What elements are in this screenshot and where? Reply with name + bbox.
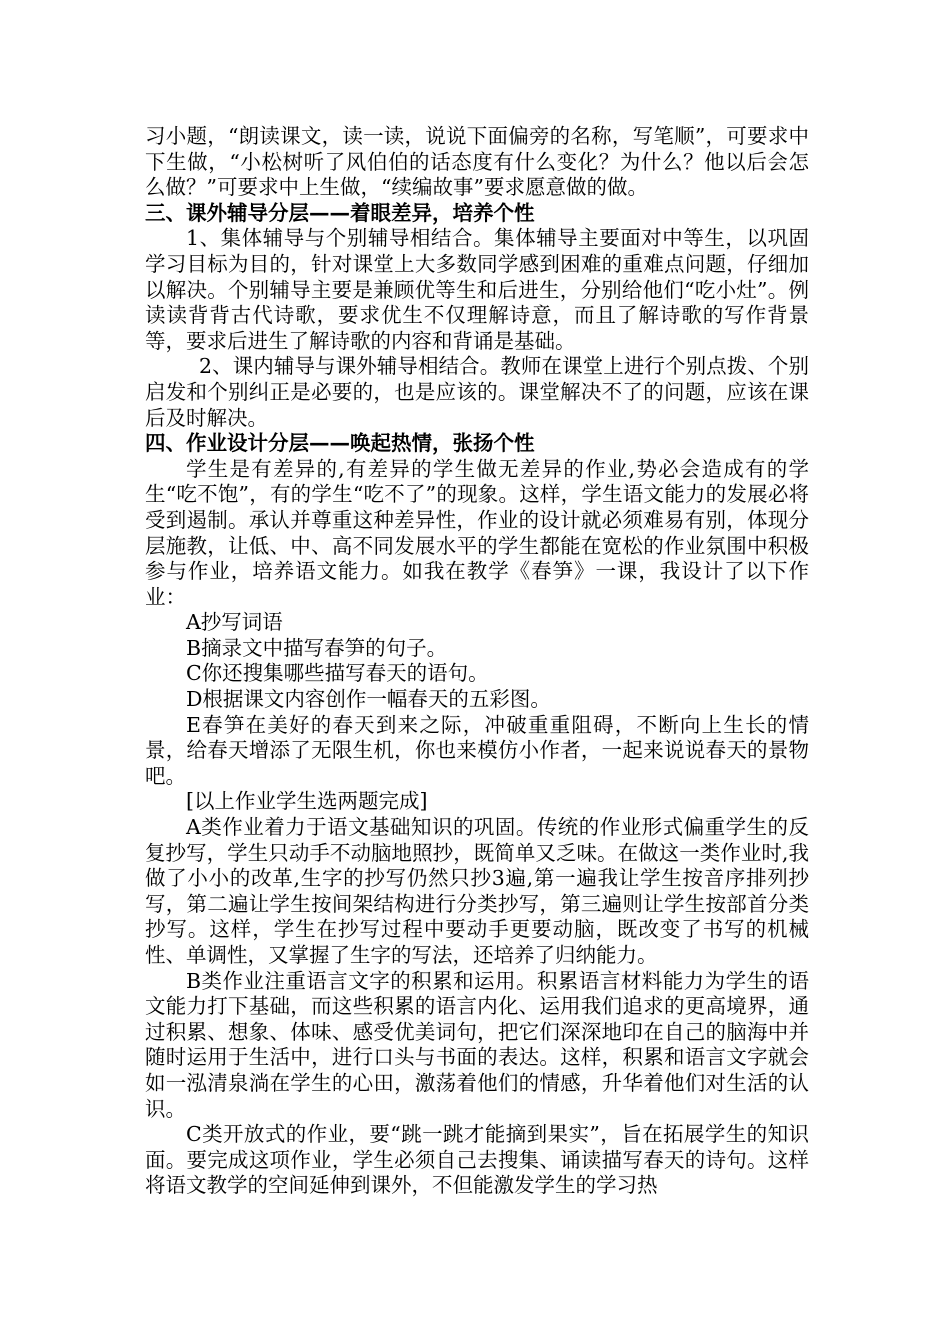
section-heading-3: 三、课外辅导分层——着眼差异，培养个性 <box>145 200 535 225</box>
paragraph-type-b: B类作业注重语言文字的积累和运用。积累语言材料能力为学生的语文能力打下基础，而这些积累的语言内化、运用我们追求的更高境界，通过积累、想象、体味、感受优美词句，把它们深深地印在自己的脑海中并随时运用于生活中，进行口头与书面的表达。这样，积累和语言文字就会如一泓清泉淌在学生的心田，激荡着他们的情感，升华着他们对生活的认识。 <box>145 968 809 1121</box>
homework-note: [以上作业学生选两题完成] <box>186 789 428 814</box>
paragraph-in-class-tutoring: 2、课内辅导与课外辅导相结合。教师在课堂上进行个别点拨、个别启发和个别纠正是必要的，也是应该的。课堂解决不了的问题，应该在课后及时解决。 <box>145 354 809 430</box>
paragraph-type-a: A类作业着力于语文基础知识的巩固。传统的作业形式偏重学生的反复抄写，学生只动手不动脑地照抄，既简单又乏味。在做这一类作业时,我做了小小的改革,生字的抄写仍然只抄3遍,第一遍我让学生按音序排列抄写，第二遍让学生按间架结构进行分类抄写，第三遍则让学生按部首分类抄写。这样，学生在抄写过程中要动手更要动脑，既改变了书写的机械性、单调性，又掌握了生字的写法，还培养了归纳能力。 <box>145 815 809 967</box>
homework-item-e: E春笋在美好的春天到来之际，冲破重重阻碍，不断向上生长的情景，给春天增添了无限生机，你也来模仿小作者，一起来说说春天的景物吧。 <box>145 712 809 788</box>
paragraph-group-tutoring: 1、集体辅导与个别辅导相结合。集体辅导主要面对中等生，以巩固学习目标为目的，针对课堂上大多数同学感到困难的重难点问题，仔细加以解决。个别辅导主要是兼顾优等生和后进生，分别给他们“吃小灶”。例读读背背古代诗歌，要求优生不仅理解诗意，而且了解诗歌的写作背景等，要求后进生了解诗歌的内容和背诵是基础。 <box>145 226 809 353</box>
paragraph-homework-intro: 学生是有差异的,有差异的学生做无差异的作业,势必会造成有的学生“吃不饱”，有的学生“吃不了”的现象。这样，学生语文能力的发展必将受到遏制。承认并尊重这种差异性，作业的设计就必须难易有别，体现分层施教，让低、中、高不同发展水平的学生都能在宽松的作业氛围中积极参与作业，培养语文能力。如我在教学《春笋》一课，我设计了以下作业： <box>145 456 809 609</box>
homework-item-d: D根据课文内容创作一幅春天的五彩图。 <box>186 687 551 712</box>
paragraph-type-c: C类开放式的作业，要“跳一跳才能摘到果实”，旨在拓展学生的知识面。要完成这项作业，学生必须自己去搜集、诵读描写春天的诗句。这样将语文教学的空间延伸到课外，不但能激发学生的学习热 <box>145 1122 809 1198</box>
homework-item-b: B摘录文中描写春笋的句子。 <box>186 635 448 660</box>
homework-item-c: C你还搜集哪些描写春天的语句。 <box>186 661 489 686</box>
homework-item-a: A抄写词语 <box>186 610 283 635</box>
document-page <box>145 124 809 1199</box>
section-heading-4: 四、作业设计分层——唤起热情，张扬个性 <box>145 431 535 456</box>
paragraph-continuation: 习小题，“朗读课文，读一读，说说下面偏旁的名称，写笔顺”，可要求中下生做，“小松树听了风伯伯的话态度有什么变化？为什么？他以后会怎么做？”可要求中上生做，“续编故事”要求愿意做的做。 <box>145 124 809 200</box>
